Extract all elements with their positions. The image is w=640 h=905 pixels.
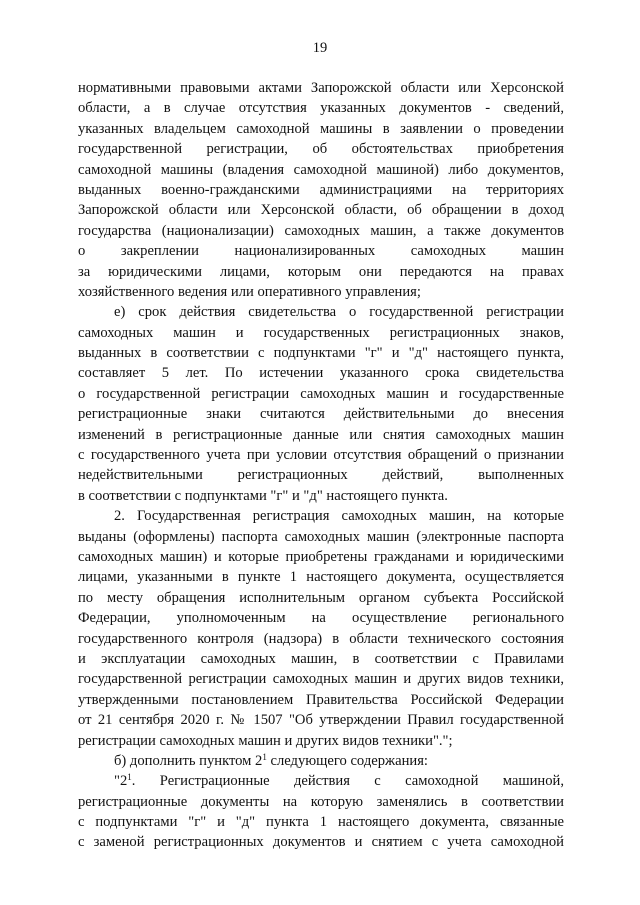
text-line — [78, 465, 564, 485]
text-line-main: выданных в соответствии с подпунктами "г" и "д" настоящего пункта, — [78, 345, 564, 362]
text-line-main: "2 — [114, 773, 128, 790]
text-line-main: самоходной машины (владения самоходной машиной) либо документов, — [78, 161, 564, 178]
text-line-main: государственной регистрации, об обстоятельствах приобретения — [78, 141, 564, 158]
text-line — [78, 812, 564, 832]
text-line-main: б) дополнить пунктом 2 — [114, 752, 263, 769]
text-line-main: с заменой регистрационных документов и снятием с учета самоходной — [78, 834, 564, 851]
text-line-main: государства (национализации) самоходных машин, а также документов — [78, 222, 564, 239]
text-line-main: регистрации самоходных машин и других видов техники"."; — [78, 732, 453, 749]
text-line-main: государственной регистрации самоходных машин и других видов техники, — [78, 671, 564, 688]
text-line — [78, 669, 564, 689]
text-line — [78, 323, 564, 343]
text-line — [78, 384, 564, 404]
text-line — [78, 751, 564, 771]
text-line — [78, 119, 564, 139]
text-line-main: регистрационные документы на которую заменялись в соответствии — [78, 793, 564, 810]
text-line-main: выданных военно-гражданскими администрациями на территориях — [78, 181, 564, 198]
text-line-main: изменений в регистрационные данные или снятия самоходных машин — [78, 426, 564, 443]
text-line-main: составляет 5 лет. По истечении указанного срока свидетельства — [78, 365, 564, 382]
text-line-main: и эксплуатации самоходных машин, в соответствии с Правилами — [78, 650, 564, 667]
text-line-main: выданы (оформлены) паспорта самоходных машин (электронные паспорта — [78, 528, 564, 545]
text-line — [78, 302, 564, 322]
text-line-main: указанных владельцем самоходной машины в заявлении о проведении — [78, 120, 564, 137]
text-line — [78, 98, 564, 118]
text-line — [78, 588, 564, 608]
text-line-main: в соответствии с подпунктами "г" и "д" настоящего пункта. — [78, 487, 448, 504]
text-line-main: о закреплении национализированных самоходных машин — [78, 243, 564, 260]
page-number: 19 — [312, 40, 328, 56]
text-line-main: самоходных машин и государственных регистрационных знаков, — [78, 324, 564, 341]
text-line — [78, 771, 564, 791]
text-line-main: Запорожской области или Херсонской области, об обращении в доход — [78, 202, 564, 219]
text-line-main: лицами, указанными в пункте 1 настоящего документа, осуществляется — [78, 569, 564, 586]
text-line-main: с государственного учета при условии отсутствия обращений о признании — [78, 447, 564, 464]
text-line-main: 2. Государственная регистрация самоходных машин, на которые — [114, 508, 564, 525]
text-line — [78, 404, 564, 424]
text-line — [78, 690, 564, 710]
text-line-main: о государственной регистрации самоходных машин и государственные — [78, 385, 564, 402]
text-line-main: недействительными регистрационных действий, выполненных — [78, 467, 564, 484]
document-body — [78, 78, 564, 853]
text-line — [78, 792, 564, 812]
text-line-main: области, а в случае отсутствия указанных документов - сведений, — [78, 100, 564, 117]
text-line — [78, 241, 564, 261]
text-line-main: от 21 сентября 2020 г. № 1507 "Об утверждении Правил государственной — [78, 712, 564, 729]
text-line — [78, 567, 564, 587]
text-line — [78, 608, 564, 628]
text-line — [78, 649, 564, 669]
text-line-main: за юридическими лицами, которым они передаются на правах — [78, 263, 564, 280]
text-line — [78, 527, 564, 547]
text-line-main: самоходных машин) и которые приобретены гражданами и юридическими — [78, 548, 564, 565]
text-line-main: с подпунктами "г" и "д" пункта 1 настоящего документа, связанные — [78, 814, 564, 831]
superscript: 1 — [127, 772, 132, 783]
text-line-main: утвержденными постановлением Правительства Российской Федерации — [78, 691, 564, 708]
superscript: 1 — [262, 751, 267, 762]
text-line — [78, 160, 564, 180]
text-line — [78, 629, 564, 649]
text-line — [78, 78, 564, 98]
text-line — [78, 506, 564, 526]
text-line — [78, 425, 564, 445]
text-line — [78, 221, 564, 241]
text-line-main: государственного контроля (надзора) в области технического состояния — [78, 630, 564, 647]
text-line — [78, 486, 564, 506]
text-line-main: по месту обращения исполнительным органом субъекта Российской — [78, 589, 564, 606]
text-line-main: Федерации, уполномоченным на осуществление регионального — [78, 610, 564, 627]
text-line — [78, 139, 564, 159]
text-line-main: е) срок действия свидетельства о государственной регистрации — [114, 304, 564, 321]
text-line — [78, 832, 564, 852]
text-line — [78, 262, 564, 282]
text-line — [78, 363, 564, 383]
text-line-main: нормативными правовыми актами Запорожской области или Херсонской — [78, 80, 564, 96]
text-line — [78, 547, 564, 567]
text-line — [78, 731, 564, 751]
text-line-rest: . Регистрационные действия с самоходной машиной, — [131, 773, 564, 790]
text-line — [78, 282, 564, 302]
text-line — [78, 710, 564, 730]
text-line-main: регистрационные знаки считаются действительными до внесения — [78, 406, 564, 423]
text-line — [78, 343, 564, 363]
text-line-main: хозяйственного ведения или оперативного управления; — [78, 283, 421, 300]
text-line — [78, 445, 564, 465]
text-line-rest: следующего содержания: — [266, 752, 428, 769]
text-line — [78, 180, 564, 200]
text-line — [78, 200, 564, 220]
